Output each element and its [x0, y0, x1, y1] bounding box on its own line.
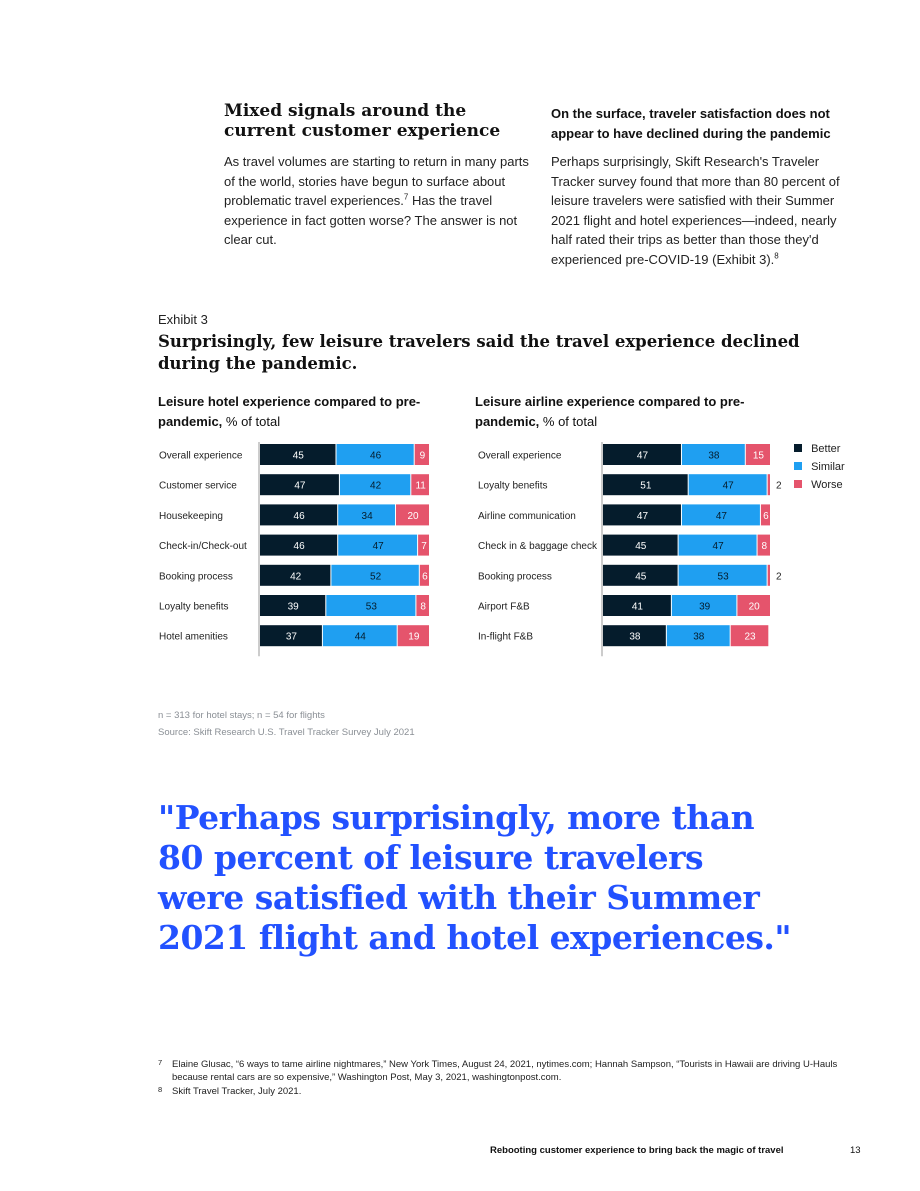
footnote-number: 8	[158, 1085, 163, 1094]
data-label: 46	[293, 510, 305, 522]
category-label: Loyalty benefits	[159, 601, 229, 613]
section-heading-left: Mixed signals around the current customer experience	[224, 101, 501, 141]
legend-label: Better	[811, 443, 841, 455]
source-note: Source: Skift Research U.S. Travel Tracker Survey July 2021	[158, 727, 415, 738]
category-label: Overall experience	[159, 450, 243, 462]
legend-label: Similar	[811, 461, 845, 473]
data-label: 42	[290, 571, 302, 583]
category-label: Loyalty benefits	[478, 480, 548, 492]
data-label: 15	[752, 450, 764, 462]
category-label: Check-in/Check-out	[159, 541, 247, 553]
footnote-text: Elaine Glusac, “6 ways to tame airline nightmares,” New York Times, August 24, 2021, nytimes.com; Hannah Sampson, “Tourists in Hawaii are driving U-Hauls because rental cars are so expensive,” Washington Post, May 3, 2021, washingtonpost.com.	[172, 1059, 838, 1083]
category-label: In-flight F&B	[478, 631, 534, 643]
data-label: 38	[693, 631, 705, 643]
exhibit-label: Exhibit 3	[158, 312, 208, 327]
footer-title: Rebooting customer experience to bring back the magic of travel	[490, 1145, 784, 1156]
data-label: 47	[636, 510, 649, 522]
data-label: 23	[744, 631, 756, 643]
data-label: 20	[748, 601, 760, 613]
data-label: 47	[372, 541, 384, 553]
category-label: Airline communication	[478, 510, 576, 522]
data-label: 47	[294, 480, 306, 492]
legend-swatch-better	[794, 444, 802, 452]
data-label: 42	[370, 480, 382, 492]
hotel-chart	[159, 442, 429, 656]
category-label: Customer service	[159, 480, 237, 492]
data-label: 19	[408, 631, 420, 643]
data-label: 52	[370, 571, 382, 583]
data-label: 53	[365, 601, 377, 613]
pull-quote: "Perhaps surprisingly, more than 80 percent of leisure travelers were satisfied with their Summer 2021 flight and hotel experiences."	[158, 798, 792, 957]
legend-item-similar	[794, 461, 845, 479]
data-label: 39	[699, 601, 711, 613]
body-text: Has the travel experience in fact gotten worse? The answer is not clear cut.	[224, 193, 518, 248]
data-label: 2	[776, 571, 782, 583]
footnote-ref[interactable]: 7	[403, 192, 409, 202]
body-text: Perhaps surprisingly, Skift Research's Traveler Tracker survey found that more than 80 percent of leisure travelers were satisfied with their Summer 2021 flight and hotel experiences—indeed, nearly half rated their trips as better than those they'd experienced pre-COVID-19 (Exhibit 3).	[551, 154, 840, 267]
data-label: 37	[285, 631, 298, 643]
footnote-ref[interactable]: 8	[774, 251, 779, 261]
footnote-text: Skift Travel Tracker, July 2021.	[172, 1086, 302, 1097]
data-label: 47	[712, 541, 724, 553]
data-label: 45	[292, 450, 304, 462]
bar-segment-worse	[768, 474, 770, 495]
data-label: 9	[419, 450, 426, 462]
category-label: Airport F&B	[478, 601, 530, 613]
data-label: 46	[370, 450, 382, 462]
footnote-8	[158, 1085, 838, 1098]
legend-swatch-worse	[794, 480, 802, 488]
sample-note: n = 313 for hotel stays; n = 54 for flights	[158, 710, 325, 721]
data-label: 47	[636, 450, 649, 462]
page-number: 13	[850, 1145, 861, 1156]
bar-segment-worse	[768, 565, 770, 586]
data-label: 38	[708, 450, 720, 462]
legend-label: Worse	[811, 479, 843, 491]
data-label: 44	[354, 631, 366, 643]
exhibit-title: Surprisingly, few leisure travelers said the travel experience declined during the pandemic.	[158, 332, 800, 373]
category-label: Overall experience	[478, 450, 562, 462]
chart-title-bold: Leisure hotel experience compared to pre-pandemic,	[158, 394, 421, 429]
data-label: 41	[631, 601, 644, 613]
data-label: 8	[420, 601, 426, 613]
section-heading-right: On the surface, traveler satisfaction does not appear to have declined during the pandemic	[551, 106, 831, 141]
category-label: Check in & baggage check	[478, 541, 597, 553]
legend-item-better	[794, 443, 845, 461]
chart-title-unit: % of total	[222, 413, 281, 429]
category-label: Housekeeping	[159, 510, 223, 522]
data-label: 53	[717, 571, 729, 583]
chart-title-unit: % of total	[539, 413, 598, 429]
data-label: 39	[287, 601, 299, 613]
footnotes	[158, 1058, 838, 1098]
data-label: 8	[761, 541, 768, 553]
airline-chart	[478, 442, 782, 656]
data-label: 51	[640, 480, 652, 492]
data-label: 11	[415, 480, 426, 492]
data-label: 2	[776, 480, 782, 492]
data-label: 34	[361, 510, 373, 522]
data-label: 47	[722, 480, 734, 492]
legend-item-worse	[794, 479, 845, 497]
chart-legend	[794, 443, 845, 497]
data-label: 47	[715, 510, 728, 522]
footnote-number: 7	[158, 1058, 163, 1067]
data-label: 38	[629, 631, 641, 643]
category-label: Hotel amenities	[159, 631, 228, 643]
data-label: 45	[635, 541, 647, 553]
data-label: 6	[422, 571, 428, 583]
data-label: 7	[421, 541, 427, 553]
body-text: As travel volumes are starting to return in many parts of the world, stories have begun to surface about problematic travel experiences.	[224, 154, 529, 209]
category-label: Booking process	[159, 571, 233, 583]
data-label: 20	[407, 510, 419, 522]
category-label: Booking process	[478, 571, 552, 583]
data-label: 45	[635, 571, 647, 583]
footnote-7	[158, 1058, 838, 1084]
legend-swatch-similar	[794, 462, 802, 470]
chart-title-bold: Leisure airline experience compared to pre-pandemic,	[475, 394, 745, 429]
data-label: 46	[293, 541, 305, 553]
data-label: 6	[763, 510, 769, 522]
